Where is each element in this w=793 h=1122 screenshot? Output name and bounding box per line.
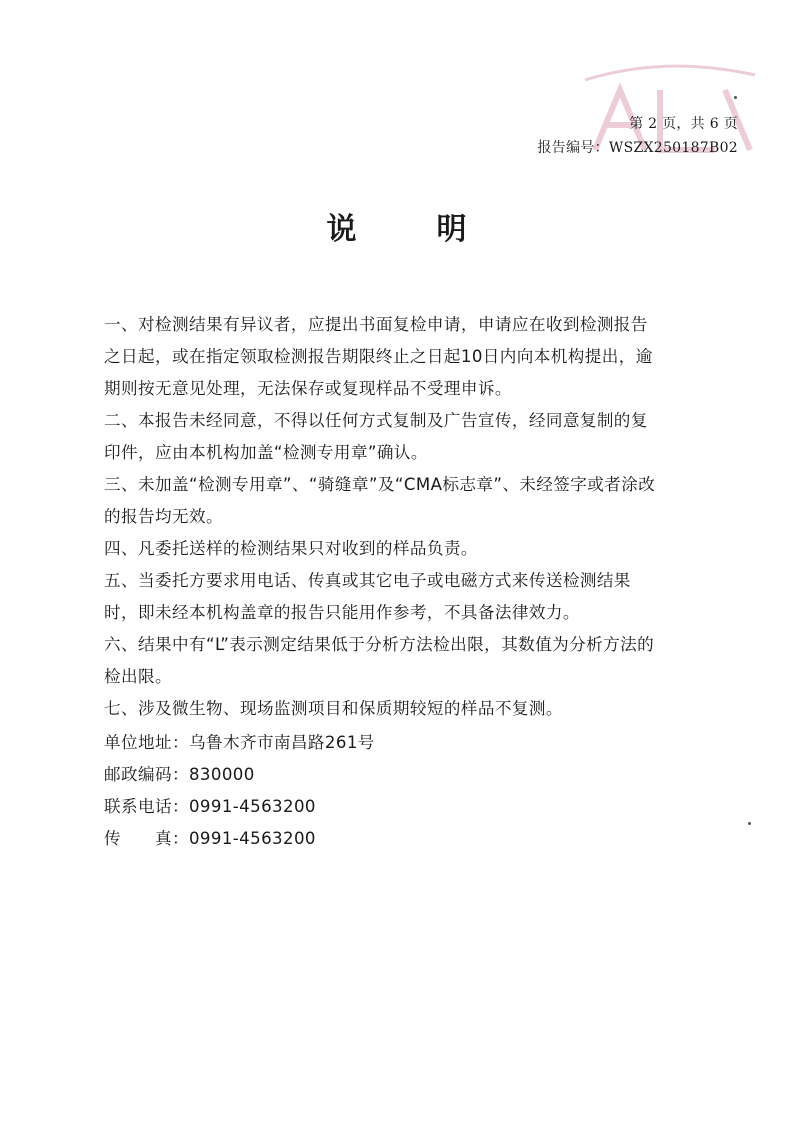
clause-4: 四、凡委托送样的检测结果只对收到的样品负责。 <box>104 539 478 558</box>
scan-speck <box>734 96 737 99</box>
page-info: 第 2 页，共 6 页 <box>629 116 738 132</box>
page-title: 说明 <box>326 212 547 247</box>
clause-7: 七、涉及微生物、现场监测项目和保质期较短的样品不复测。 <box>104 699 563 718</box>
postcode-value: 830000 <box>188 765 255 784</box>
clause-1: 一、对检测结果有异议者，应提出书面复检申请，申请应在收到检测报告之日起，或在指定领取检测报告期限终止之日起10日内向本机构提出，逾期则按无意见处理，无法保存或复现样品不受理申诉。 <box>104 315 653 398</box>
postcode-line <box>104 759 664 791</box>
report-header <box>537 112 738 160</box>
fax-line <box>104 823 664 855</box>
phone-label: 联系电话： <box>104 797 189 816</box>
clause-5: 五、当委托方要求用电话、传真或其它电子或电磁方式来传送检测结果时，即未经本机构盖章的报告只能用作参考，不具备法律效力。 <box>104 571 631 622</box>
address-line <box>104 727 664 759</box>
report-number: WSZX250187B02 <box>608 140 738 156</box>
address-label: 单位地址： <box>104 733 189 752</box>
phone-line <box>104 791 664 823</box>
phone-value: 0991-4563200 <box>188 797 316 816</box>
report-number-line <box>537 136 738 160</box>
clause-6: 六、结果中有“L”表示测定结果低于分析方法检出限，其数值为分析方法的检出限。 <box>104 635 655 686</box>
scan-speck <box>748 822 751 825</box>
address-value: 乌鲁木齐市南昌路261号 <box>188 733 375 752</box>
report-number-label: 报告编号： <box>537 140 609 156</box>
clause-3: 三、未加盖“检测专用章”、“骑缝章”及“CMA标志章”、未经签字或者涂改的报告均无效。 <box>104 475 656 526</box>
contact-info <box>104 727 664 855</box>
fax-label: 传 真： <box>104 829 189 848</box>
fax-value: 0991-4563200 <box>188 829 316 848</box>
notes-body <box>104 309 664 855</box>
clause-2: 二、本报告未经同意，不得以任何方式复制及广告宣传，经同意复制的复印件，应由本机构加盖“检测专用章”确认。 <box>104 411 648 462</box>
postcode-label: 邮政编码： <box>104 765 189 784</box>
